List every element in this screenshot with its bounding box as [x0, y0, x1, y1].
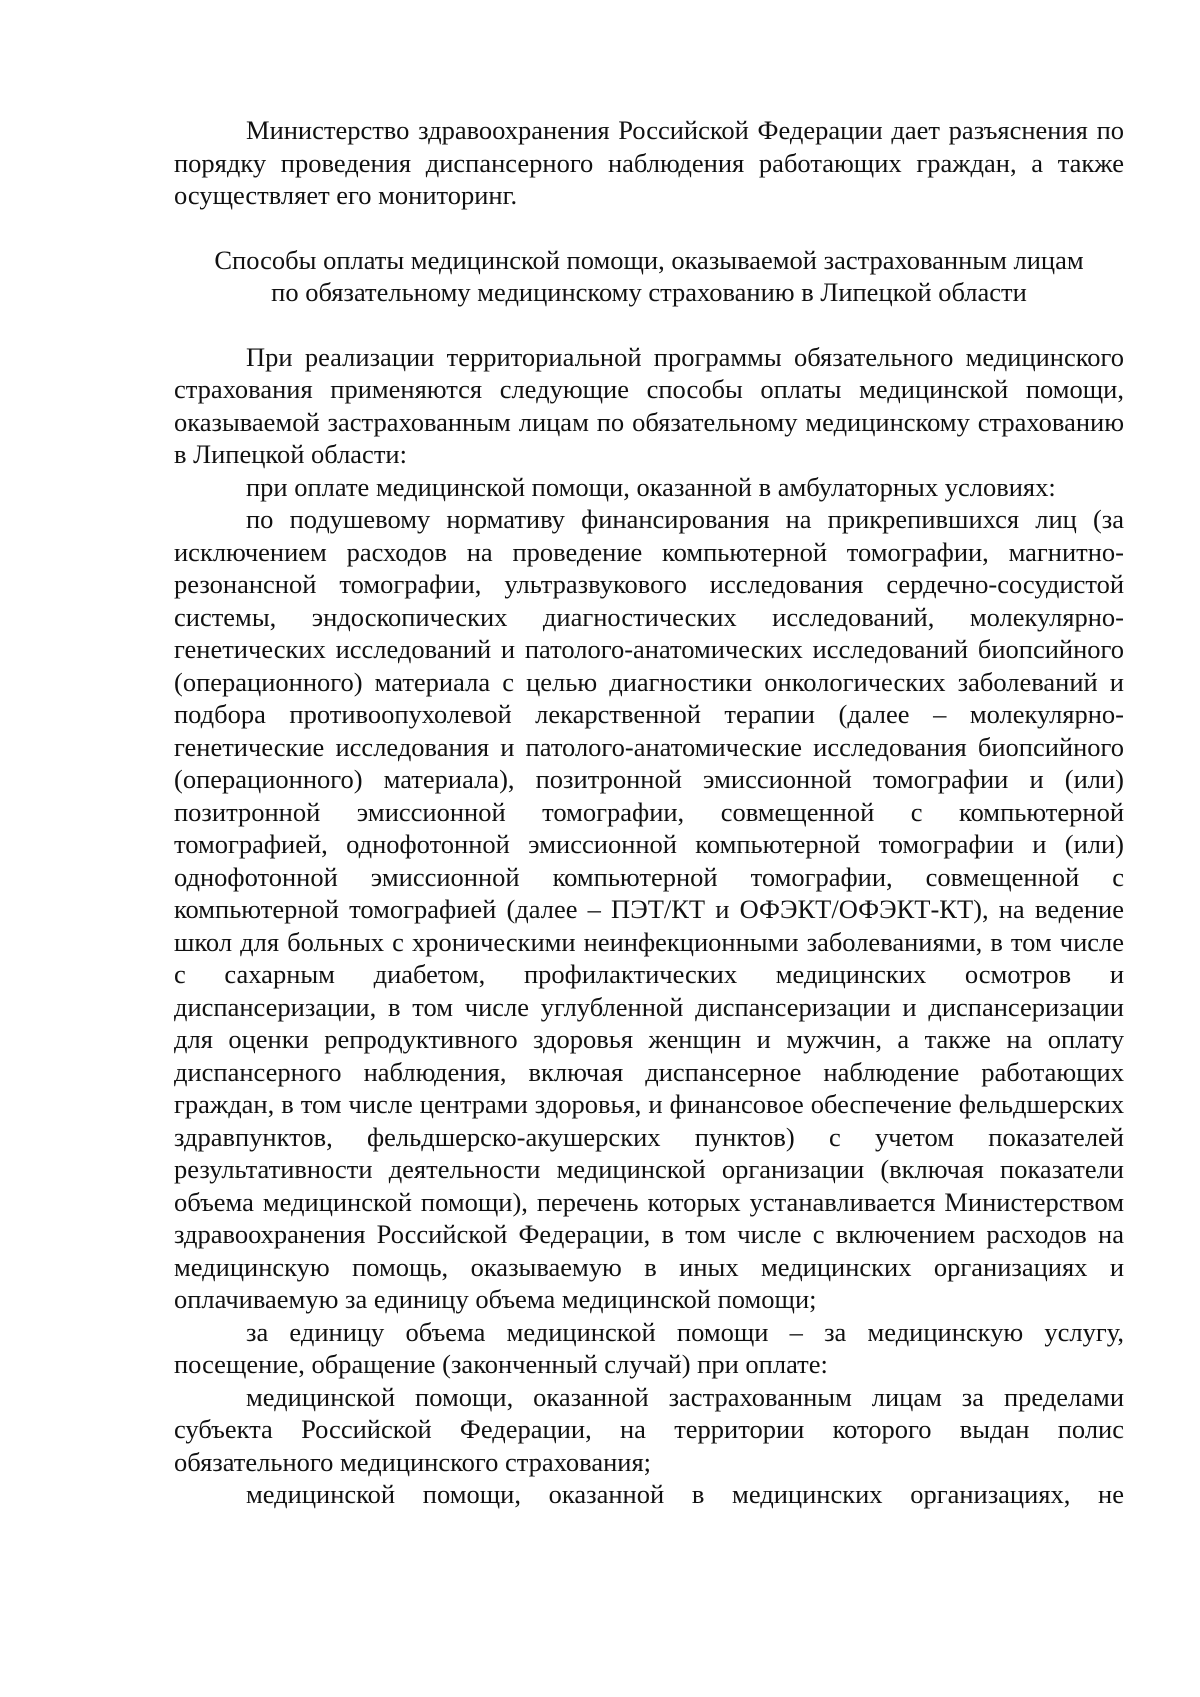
paragraph-payment-methods: При реализации территориальной программы обязательного медицинского страхования применяются следующие способы оплаты медицинской помощи, оказываемой застрахованным лицам по обязательному медицинскому страхованию в Липецкой области: [174, 341, 1124, 469]
paragraph-outside-region: медицинской помощи, оказанной застрахованным лицам за пределами субъекта Российской Федерации, на территории которого выдан полис обязательного медицинского страхования; [174, 1381, 1124, 1477]
document-body [174, 114, 1124, 1511]
paragraph-outpatient: при оплате медицинской помощи, оказанной в амбулаторных условиях: [246, 471, 1056, 502]
paragraph-continued: медицинской помощи, оказанной в медицинских организациях, не [246, 1479, 1124, 1509]
paragraph-per-capita: по подушевому нормативу финансирования на прикрепившихся лиц (за исключением расходов на проведение компьютерной томографии, магнитно-резонансной томографии, ультразвукового исследования сердечно-сосудистой системы, эндоскопических диагностических исследований, молекулярно-генетических исследований и патолого-анатомических исследований биопсийного (операционного) материала с целью диагностики онкологических заболеваний и подбора противоопухолевой лекарственной терапии (далее – молекулярно-генетические исследования и патолого-анатомические исследования биопсийного (операционного) материала), позитронной эмиссионной томографии и (или) позитронной эмиссионной томографии, совмещенной с компьютерной томографией, однофотонной эмиссионной компьютерной томографии и (или) однофотонной эмиссионной компьютерной томографии, совмещенной с компьютерной томографией (далее – ПЭТ/КТ и ОФЭКТ/ОФЭКТ-КТ), на ведение школ для больных с хроническими неинфекционными заболеваниями, в том числе с сахарным диабетом, профилактических медицинских осмотров и диспансеризации, в том числе углубленной диспансеризации и диспансеризации для оценки репродуктивного здоровья женщин и мужчин, а также на оплату диспансерного наблюдения, включая диспансерное наблюдение работающих граждан, в том числе центрами здоровья, и финансовое обеспечение фельдшерских здравпунктов, фельдшерско-акушерских пунктов) с учетом показателей результативности деятельности медицинской организации (включая показатели объема медицинской помощи), перечень которых устанавливается Министерством здравоохранения Российской Федерации, в том числе с включением расходов на медицинскую помощь, оказываемую в иных медицинских организациях и оплачиваемую за единицу объема медицинской помощи; [174, 504, 1124, 1314]
paragraph-per-unit: за единицу объема медицинской помощи – за медицинскую услугу, посещение, обращение (законченный случай) при оплате: [174, 1316, 1124, 1379]
intro-paragraph: Министерство здравоохранения Российской Федерации дает разъяснения по порядку проведения диспансерного наблюдения работающих граждан, а также осуществляет его мониторинг. [174, 115, 1124, 210]
section-title [174, 244, 1124, 309]
section-title-line-2: по обязательному медицинскому страхованию в Липецкой области [271, 277, 1027, 307]
section-title-line-1: Способы оплаты медицинской помощи, оказываемой застрахованным лицам [214, 244, 1084, 275]
